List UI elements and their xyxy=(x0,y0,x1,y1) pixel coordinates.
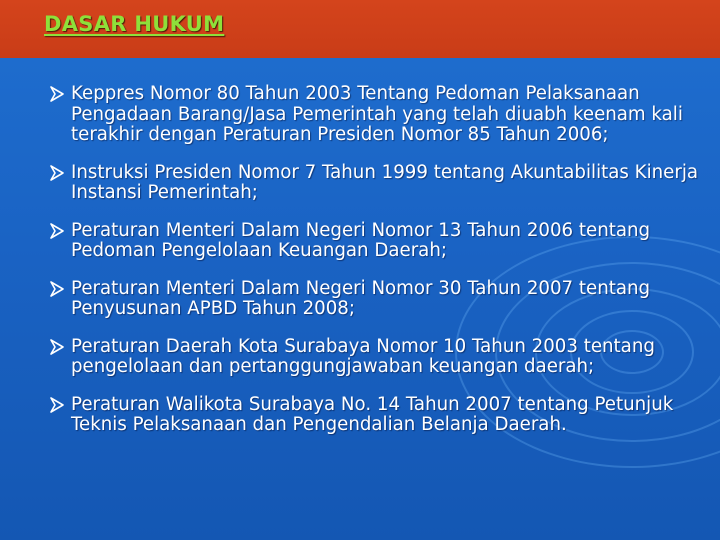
arrowhead-bullet-icon xyxy=(50,339,64,355)
arrowhead-bullet-icon xyxy=(50,165,64,181)
list-item xyxy=(50,395,700,436)
list-item-text: Keppres Nomor 80 Tahun 2003 Tentang Pedoman Pelaksanaan Pengadaan Barang/Jasa Pemerintah yang telah diuabh keenam kali terakhir dengan Peraturan Presiden Nomor 85 Tahun 2006; xyxy=(71,83,683,145)
arrowhead-bullet-icon xyxy=(50,397,64,413)
legal-basis-list xyxy=(50,84,700,453)
list-item-text: Peraturan Walikota Surabaya No. 14 Tahun 2007 tentang Petunjuk Teknis Pelaksanaan dan Pengendalian Belanja Daerah. xyxy=(71,393,674,435)
slide-title: DASAR HUKUM xyxy=(44,12,225,36)
list-item-text: Instruksi Presiden Nomor 7 Tahun 1999 tentang Akuntabilitas Kinerja Instansi Pemerintah; xyxy=(71,161,699,203)
list-item-text: Peraturan Menteri Dalam Negeri Nomor 30 Tahun 2007 tentang Penyusunan APBD Tahun 2008; xyxy=(71,277,651,319)
list-item xyxy=(50,279,700,320)
arrowhead-bullet-icon xyxy=(50,281,64,297)
list-item xyxy=(50,221,700,262)
list-item xyxy=(50,163,700,204)
list-item xyxy=(50,84,700,146)
list-item-text: Peraturan Menteri Dalam Negeri Nomor 13 Tahun 2006 tentang Pedoman Pengelolaan Keuangan Daerah; xyxy=(71,219,651,261)
arrowhead-bullet-icon xyxy=(50,223,64,239)
arrowhead-bullet-icon xyxy=(50,86,64,102)
list-item-text: Peraturan Daerah Kota Surabaya Nomor 10 Tahun 2003 tentang pengelolaan dan pertanggungjawaban keuangan daerah; xyxy=(71,335,655,377)
list-item xyxy=(50,337,700,378)
